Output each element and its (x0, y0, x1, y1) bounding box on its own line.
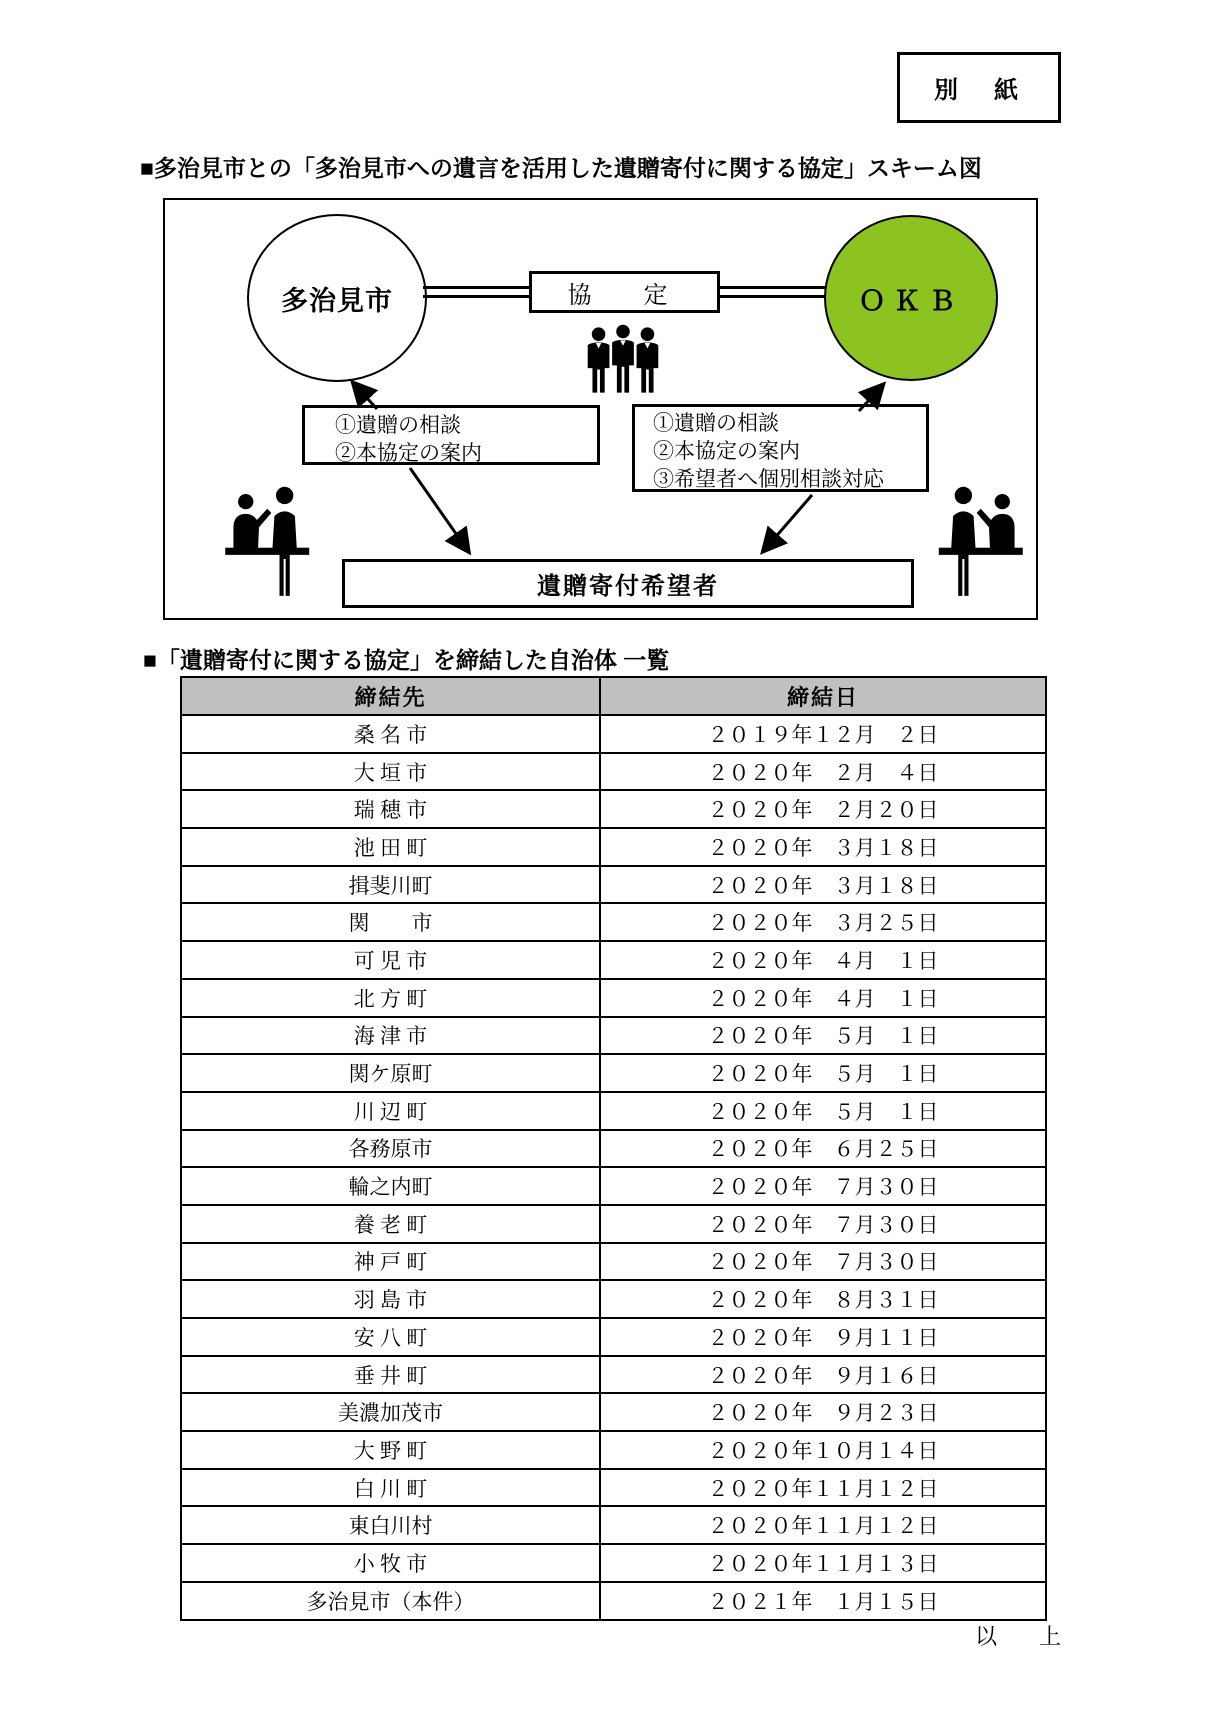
date-cell: ２０２０年 ５月 １日 (600, 1054, 1046, 1092)
partner-cell: 養 老 町 (181, 1205, 600, 1243)
date-cell: ２０２０年 ２月２０日 (600, 790, 1046, 828)
date-cell: ２０２１年 １月１５日 (600, 1582, 1046, 1620)
date-cell: ２０２０年１０月１４日 (600, 1431, 1046, 1469)
date-cell: ２０２０年 ７月３０日 (600, 1243, 1046, 1281)
table-row (181, 1318, 1046, 1356)
partner-cell: 桑 名 市 (181, 715, 600, 753)
date-cell: ２０２０年 ２月 ４日 (600, 753, 1046, 791)
table-row (181, 790, 1046, 828)
arrow-right-down (766, 495, 812, 548)
arrow-left-up (356, 386, 377, 409)
date-cell: ２０２０年 ４月 １日 (600, 979, 1046, 1017)
partner-cell: 関 市 (181, 903, 600, 941)
appendix-label-box (897, 52, 1061, 123)
okb-note-line-3: ③希望者へ個別相談対応 (653, 467, 884, 491)
closing-label: 以 上 (975, 1624, 1072, 1649)
legacy-donor-label: 遺贈寄付希望者 (537, 573, 719, 600)
scheme-section-title: ■多治見市との「多治見市への遺言を活用した遺贈寄付に関する協定」スキーム図 (140, 155, 982, 181)
date-cell: ２０２０年 ７月３０日 (600, 1205, 1046, 1243)
date-cell: ２０２０年 ９月２３日 (600, 1393, 1046, 1431)
partner-cell: 瑞 穂 市 (181, 790, 600, 828)
date-cell: ２０２０年１１月１２日 (600, 1506, 1046, 1544)
table-row (181, 1280, 1046, 1318)
date-cell: ２０２０年 ３月２５日 (600, 903, 1046, 941)
agreement-label: 協 定 (567, 282, 682, 309)
okb-note-line-2: ②本協定の案内 (653, 439, 800, 463)
date-cell: ２０２０年 ６月２５日 (600, 1130, 1046, 1168)
table-row (181, 1544, 1046, 1582)
date-cell: ２０２０年 ５月 １日 (600, 1017, 1046, 1055)
date-cell: ２０２０年 ９月１１日 (600, 1318, 1046, 1356)
table-row (181, 866, 1046, 904)
table-row (181, 1469, 1046, 1507)
table-row (181, 1356, 1046, 1394)
partner-cell: 大 垣 市 (181, 753, 600, 791)
partner-cell: 東白川村 (181, 1506, 600, 1544)
list-section-title: ■「遺贈寄付に関する協定」を締結した自治体 一覧 (143, 647, 670, 673)
table-row (181, 753, 1046, 791)
table-row (181, 1092, 1046, 1130)
table-row (181, 1017, 1046, 1055)
date-cell: ２０２０年１１月１２日 (600, 1469, 1046, 1507)
date-cell: ２０２０年 ３月１８日 (600, 866, 1046, 904)
consultation-desk-icon-left (225, 475, 333, 603)
partner-cell: 垂 井 町 (181, 1356, 600, 1394)
table-row (181, 979, 1046, 1017)
table-row (181, 1506, 1046, 1544)
partner-cell: 関ケ原町 (181, 1054, 600, 1092)
table-row (181, 1130, 1046, 1168)
scheme-diagram (163, 198, 1038, 620)
table-row (181, 715, 1046, 753)
table-row (181, 1167, 1046, 1205)
partner-cell: 白 川 町 (181, 1469, 600, 1507)
okb-label: ＯＫＢ (858, 285, 964, 316)
consultation-desk-icon-right (915, 475, 1023, 603)
partner-cell: 小 牧 市 (181, 1544, 600, 1582)
date-cell: ２０２０年 ８月３１日 (600, 1280, 1046, 1318)
date-cell: ２０２０年１１月１３日 (600, 1544, 1046, 1582)
partner-cell: 安 八 町 (181, 1318, 600, 1356)
partner-cell: 美濃加茂市 (181, 1393, 600, 1431)
okb-note-line-1: ①遺贈の相談 (653, 411, 779, 435)
table-row (181, 1205, 1046, 1243)
table-row (181, 1582, 1046, 1620)
partner-cell: 神 戸 町 (181, 1243, 600, 1281)
header-date: 締結日 (600, 677, 1046, 715)
date-cell: ２０２０年 ３月１８日 (600, 828, 1046, 866)
tajimi-note-line-2: ②本協定の案内 (335, 441, 482, 465)
date-cell: ２０２０年 ４月 １日 (600, 941, 1046, 979)
arrow-right-up (859, 388, 880, 411)
partner-cell: 川 辺 町 (181, 1092, 600, 1130)
partner-cell: 北 方 町 (181, 979, 600, 1017)
date-cell: ２０２０年 ７月３０日 (600, 1167, 1046, 1205)
table-row (181, 941, 1046, 979)
table-header-row (181, 677, 1046, 715)
partner-cell: 羽 島 市 (181, 1280, 600, 1318)
partner-cell: 海 津 市 (181, 1017, 600, 1055)
arrow-left-down (410, 468, 466, 548)
table-row (181, 1393, 1046, 1431)
table-row (181, 1243, 1046, 1281)
partner-cell: 揖斐川町 (181, 866, 600, 904)
date-cell: ２０２０年 ５月 １日 (600, 1092, 1046, 1130)
partner-cell: 多治見市（本件） (181, 1582, 600, 1620)
table-row (181, 828, 1046, 866)
table-row (181, 1054, 1046, 1092)
partner-cell: 輪之内町 (181, 1167, 600, 1205)
date-cell: ２０１９年１２月 ２日 (600, 715, 1046, 753)
tajimi-note-line-1: ①遺贈の相談 (335, 413, 461, 437)
tajimi-city-label: 多治見市 (281, 285, 393, 316)
header-partner: 締結先 (181, 677, 600, 715)
date-cell: ２０２０年 ９月１６日 (600, 1356, 1046, 1394)
agreement-list-table (180, 676, 1047, 1621)
table-row (181, 1431, 1046, 1469)
partner-cell: 池 田 町 (181, 828, 600, 866)
table-row (181, 903, 1046, 941)
appendix-label: 別 紙 (934, 77, 1024, 104)
partner-cell: 大 野 町 (181, 1431, 600, 1469)
partner-cell: 可 児 市 (181, 941, 600, 979)
partner-cell: 各務原市 (181, 1130, 600, 1168)
